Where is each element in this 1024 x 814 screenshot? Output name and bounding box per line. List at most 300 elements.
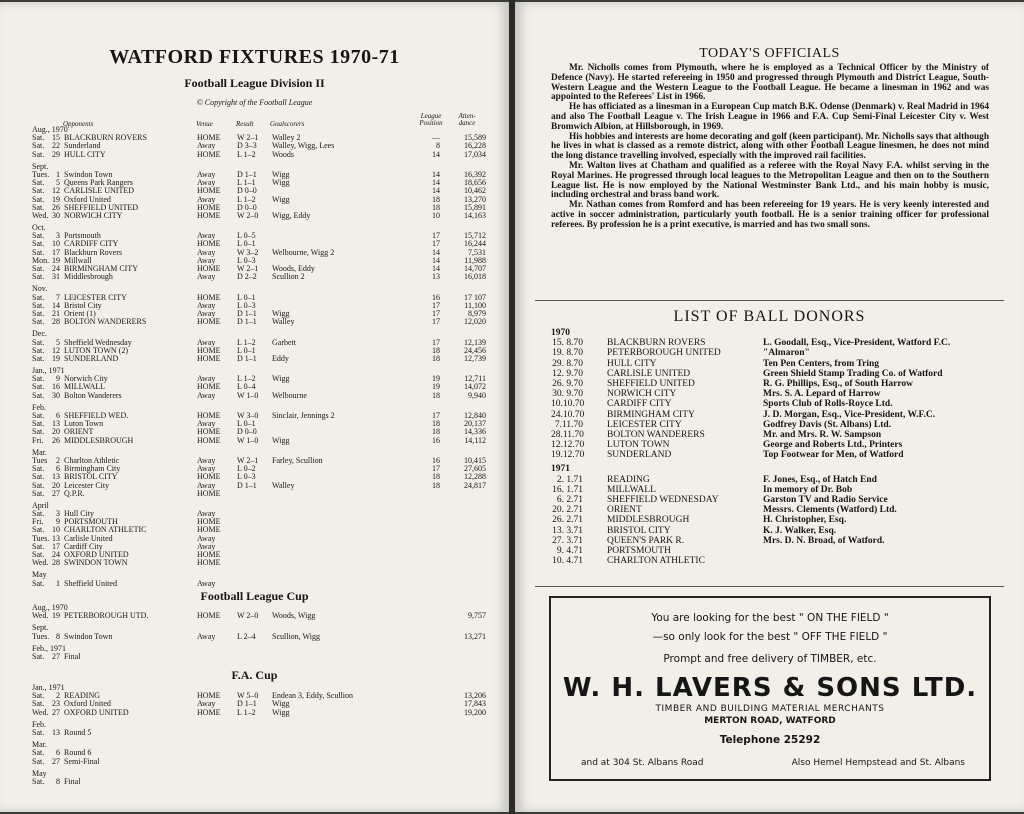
- fixture-goalscorers: Wigg, Eddy: [272, 210, 311, 220]
- fixture-opponent: CARDIFF CITY: [64, 239, 119, 249]
- fixture-opponent: SUNDERLAND: [64, 353, 119, 363]
- fixture-position: 13: [432, 272, 440, 282]
- fixture-date: 3: [56, 509, 60, 519]
- fixture-position: 18: [432, 427, 440, 437]
- donor-date: 26. 9.70: [552, 378, 583, 389]
- fixture-attendance: 11,988: [464, 255, 486, 265]
- fixture-day: Sat.: [32, 390, 45, 400]
- fixture-attendance: 14,112: [464, 435, 486, 445]
- donor-name: Mr. and Mrs. R. W. Sampson: [763, 429, 882, 440]
- fixture-venue: Away: [197, 374, 216, 384]
- fixture-row: [32, 778, 502, 786]
- fixture-date: 9: [56, 517, 60, 527]
- donor-row: [551, 484, 853, 495]
- fixture-position: 17: [432, 411, 440, 420]
- fixture-venue: HOME: [197, 427, 221, 437]
- donor-date: 29. 8.70: [552, 358, 583, 369]
- fixture-venue: Away: [197, 194, 216, 204]
- fixture-opponent: OXFORD UNITED: [64, 550, 129, 559]
- fixture-venue: Away: [197, 300, 216, 310]
- fixture-date: 6: [56, 411, 60, 420]
- fixture-attendance: 13,271: [464, 631, 486, 641]
- donor-match: NORWICH CITY: [607, 389, 677, 400]
- donor-match: QUEEN'S PARK R.: [607, 535, 685, 546]
- month-heading: [32, 502, 502, 510]
- fixture-goalscorers: Walley, Wigg, Lees: [272, 141, 335, 151]
- month-label: Feb.: [32, 719, 46, 729]
- fixture-result: W 2–1: [237, 133, 259, 143]
- fixture-opponent: Bolton Wanderers: [64, 390, 122, 400]
- fixture-day: Sat.: [32, 194, 45, 204]
- fixture-day: Sat.: [32, 337, 45, 347]
- fixture-position: 17: [432, 300, 440, 310]
- header-venue: Venue: [196, 120, 213, 128]
- fixture-day: Fri.: [32, 435, 44, 445]
- fixture-day: Sat.: [32, 488, 45, 498]
- fixture-row: [32, 392, 502, 400]
- fixture-day: Sat.: [32, 141, 45, 151]
- fixture-date: 10: [52, 239, 60, 249]
- fixture-attendance: 17 107: [464, 292, 486, 302]
- fixture-position: 14: [432, 169, 440, 179]
- fixture-result: L 0–3: [237, 472, 256, 482]
- fixture-goalscorers: Eddy: [272, 353, 289, 363]
- donor-name: Mrs. S. A. Lepard of Harrow: [763, 389, 881, 400]
- fixture-opponent: Birmingham City: [64, 464, 121, 474]
- ball-donors-title: LIST OF BALL DONORS: [673, 308, 866, 325]
- fixture-position: 17: [432, 239, 440, 249]
- fixture-date: 5: [56, 178, 60, 188]
- ad-branch-1: and at 304 St. Albans Road: [581, 758, 704, 768]
- fixture-goalscorers: Endean 3, Eddy, Scullion: [272, 691, 354, 701]
- fixture-attendance: 13,206: [464, 691, 486, 701]
- donor-row: [551, 515, 847, 526]
- ad-address: MERTON ROAD, WATFORD: [704, 716, 836, 726]
- fixture-venue: HOME: [197, 517, 221, 527]
- fixture-venue: HOME: [197, 435, 221, 445]
- officials-paragraph: Mr. Walton lives at Chatham and qualified as a referee with the Royal Navy F.A. whilst serving in the Royal Marines. He progressed through local leagues to the Metropolitan League and then on to the Southern League list. He is now employed by the National Westminster Bank Ltd., and his main hobby is music, including orchestral and brass band work.: [551, 160, 989, 201]
- fixture-attendance: 12,711: [464, 374, 486, 384]
- fixture-venue: HOME: [197, 292, 221, 302]
- fixture-opponent: ORIENT: [64, 427, 94, 437]
- fixture-result: L 1–1: [237, 178, 256, 188]
- fixture-day: Sat.: [32, 480, 45, 490]
- fixture-result: W 2–1: [237, 264, 259, 273]
- donor-name: George and Roberts Ltd., Printers: [763, 440, 903, 451]
- fixture-date: 26: [52, 202, 60, 212]
- fixture-result: L 1–2: [237, 707, 256, 717]
- officials-page: [515, 2, 1024, 812]
- fixture-result: W 2–0: [237, 611, 259, 621]
- fixture-day: Sat.: [32, 578, 45, 588]
- fixture-result: D 0–0: [237, 186, 257, 196]
- fixture-attendance: 12,139: [464, 337, 486, 347]
- fixture-result: L 0–3: [237, 300, 256, 310]
- fixtures-page: [0, 2, 509, 812]
- donor-row: [551, 368, 943, 379]
- donor-match: PETERBOROUGH UNITED: [607, 348, 721, 359]
- fixture-goalscorers: Farley, Scullion: [272, 455, 323, 465]
- fixture-day: Sat.: [32, 292, 45, 302]
- ad-line-3: Prompt and free delivery of TIMBER, etc.: [663, 653, 877, 665]
- fixture-venue: Away: [197, 509, 216, 519]
- month-label: May: [32, 768, 47, 778]
- fixture-row: [32, 559, 502, 567]
- league-cup-title: Football League Cup: [200, 589, 309, 603]
- fixture-date: 20: [52, 427, 60, 437]
- fixture-date: 27: [52, 488, 60, 498]
- fixture-opponent: Orient (1): [64, 308, 96, 318]
- fixture-row: [32, 212, 502, 220]
- fixture-attendance: 14,163: [464, 210, 486, 220]
- fixture-date: 10: [52, 525, 60, 535]
- fixture-result: W 2–0: [237, 210, 259, 220]
- header-opponents: Opponents: [63, 120, 94, 128]
- fixture-attendance: 11,100: [464, 300, 486, 310]
- donor-date: 10.10.70: [551, 399, 585, 410]
- fixture-opponent: SWINDON TOWN: [64, 558, 128, 568]
- fixture-date: 28: [52, 558, 60, 568]
- month-label: Mar.: [32, 447, 47, 457]
- donor-date: 13. 3.71: [552, 525, 583, 536]
- donor-date: 10. 4.71: [552, 556, 583, 567]
- month-label: Dec.: [32, 329, 47, 339]
- fixture-opponent: Q.P.R.: [64, 488, 85, 498]
- fixture-date: 7: [56, 292, 60, 302]
- fixture-attendance: 7,531: [468, 247, 486, 257]
- fixture-date: 17: [52, 541, 60, 551]
- donor-match: SUNDERLAND: [607, 450, 672, 461]
- fixture-date: 23: [52, 699, 60, 709]
- fixture-venue: Away: [197, 699, 216, 709]
- fixture-day: Sat.: [32, 464, 45, 474]
- fixture-opponent: LUTON TOWN (2): [64, 345, 128, 355]
- fixture-result: W 3–0: [237, 411, 259, 420]
- donor-name: F. Jones, Esq., of Hatch End: [763, 474, 877, 485]
- fixture-row: [32, 729, 502, 737]
- fixture-opponent: PORTSMOUTH: [64, 517, 118, 527]
- fixture-row: [32, 355, 502, 363]
- fixture-opponent: Bristol City: [64, 300, 102, 310]
- donor-match: HULL CITY: [607, 358, 657, 369]
- fixture-opponent: Final: [64, 651, 81, 661]
- fixture-venue: HOME: [197, 133, 221, 143]
- header-goalscorers: Goalscorers: [270, 120, 305, 128]
- donor-row: [551, 389, 881, 400]
- donor-match: CARLISLE UNITED: [607, 368, 691, 379]
- donor-row: [551, 525, 837, 536]
- fixture-day: Sat.: [32, 525, 45, 535]
- fixture-row: [32, 134, 502, 142]
- fixture-day: Sat.: [32, 776, 45, 786]
- fixture-opponent: NORWICH CITY: [64, 210, 123, 220]
- donor-row: [551, 495, 888, 505]
- fixture-venue: Away: [197, 455, 216, 465]
- fixture-date: 6: [56, 464, 60, 474]
- fixture-venue: Away: [197, 533, 216, 543]
- fixture-opponent: Queens Park Rangers: [64, 178, 133, 188]
- fixture-position: 17: [432, 464, 440, 474]
- fixture-opponent: CARLISLE UNITED: [64, 186, 134, 196]
- fixture-position: 18: [432, 194, 440, 204]
- copyright-note: © Copyright of the Football League: [196, 98, 313, 107]
- fixture-goalscorers: Garbett: [272, 337, 296, 347]
- fixture-opponent: Swindon Town: [64, 169, 113, 179]
- officials-paragraph: His hobbies and interests are home decorating and golf (keen participant). Mr. Nicholls says that although he lives in what is classed as a remote district, along with other Football League linesmen, he does not mind the long distance travelling involved, especially with the improved rail facilities.: [551, 131, 989, 162]
- fixture-position: 14: [432, 264, 440, 273]
- officials-paragraph: Mr. Nathan comes from Romford and has been refereeing for 19 years. He is very keenly interested and active in soccer administration, particularly youth football. He is a senior training officer for professional referees. By profession he is a print executive, is married and has two small sons.: [551, 200, 989, 230]
- fixture-date: 28: [52, 317, 60, 327]
- donor-date: 27. 3.71: [552, 535, 583, 546]
- fixture-opponent: Charlton Athletic: [64, 455, 120, 465]
- fixture-venue: HOME: [197, 317, 221, 327]
- fixture-date: 29: [52, 149, 60, 159]
- fixture-day: Sat.: [32, 427, 45, 437]
- fixture-attendance: 15,589: [464, 133, 486, 143]
- fixture-day: Sat.: [32, 472, 45, 482]
- fixture-venue: Away: [197, 169, 216, 179]
- fixture-attendance: 27,605: [464, 464, 486, 474]
- fixture-date: 20: [52, 480, 60, 490]
- fixture-row: [32, 490, 502, 498]
- fixture-position: 19: [432, 382, 440, 392]
- donor-match: SHEFFIELD UNITED: [607, 378, 695, 389]
- ad-line-1: You are looking for the best " ON THE FIELD ": [651, 612, 889, 624]
- fixture-day: Sat.: [32, 239, 45, 249]
- fixture-attendance: 14,707: [464, 264, 486, 273]
- fixture-result: L 1–2: [237, 337, 256, 347]
- fixture-venue: Away: [197, 631, 216, 641]
- fixture-date: 6: [56, 748, 60, 758]
- fixture-day: Sat.: [32, 186, 45, 196]
- donor-row: [551, 348, 810, 359]
- fixture-day: Sat.: [32, 691, 45, 701]
- fixtures-title: WATFORD FIXTURES 1970-71: [109, 46, 400, 68]
- month-label: Feb.: [32, 402, 46, 412]
- fixture-day: Wed.: [32, 707, 49, 717]
- fixture-venue: HOME: [197, 186, 221, 196]
- fixture-result: D 2–2: [237, 272, 257, 282]
- fixture-opponent: Cardiff City: [64, 541, 103, 551]
- donor-match: MILLWALL: [607, 484, 656, 495]
- fixture-venue: HOME: [197, 488, 221, 498]
- donor-date: 26. 2.71: [552, 515, 583, 526]
- donor-match: CARDIFF CITY: [607, 399, 672, 410]
- fixture-venue: Away: [197, 272, 216, 282]
- fixture-day: Sat.: [32, 202, 45, 212]
- month-heading: [32, 684, 502, 692]
- donor-name: L. Goodall, Esq., Vice-President, Watford F.C.: [763, 338, 951, 349]
- fixture-attendance: 10,462: [464, 186, 486, 196]
- donor-date: 2. 1.71: [556, 474, 583, 485]
- fixture-venue: Away: [197, 390, 216, 400]
- league-fixtures-table: [32, 126, 502, 588]
- fixture-date: 2: [56, 455, 60, 465]
- donor-match: CHARLTON ATHLETIC: [607, 556, 705, 567]
- donor-name: J. D. Morgan, Esq., Vice-President, W.F.C.: [763, 409, 936, 420]
- fixture-result: L 0–3: [237, 255, 256, 265]
- donor-name: Green Shield Stamp Trading Co. of Watford: [763, 368, 943, 379]
- donor-row: [551, 440, 903, 451]
- donor-date: 30. 9.70: [552, 389, 583, 400]
- lavers-advert: [549, 596, 991, 781]
- donor-date: 12.12.70: [551, 440, 585, 451]
- league-cup-table: [32, 604, 502, 661]
- officials-title: TODAY'S OFFICIALS: [699, 46, 840, 61]
- fixture-day: Sat.: [32, 419, 45, 429]
- donor-name: Godfrey Davis (St. Albans) Ltd.: [763, 419, 892, 430]
- fixture-day: Tues.: [32, 169, 50, 179]
- donor-row: [551, 419, 892, 430]
- fixture-row: [32, 151, 502, 159]
- fixture-goalscorers: Walley: [272, 317, 295, 327]
- fixture-venue: HOME: [197, 691, 221, 701]
- fixture-date: 19: [52, 611, 60, 621]
- fixture-venue: HOME: [197, 525, 221, 535]
- fixture-day: Sat.: [32, 382, 45, 392]
- fixture-result: L 0–1: [237, 292, 256, 302]
- fixture-opponent: BLACKBURN ROVERS: [64, 133, 147, 143]
- donor-row: [551, 338, 951, 349]
- fixture-day: Sat.: [32, 374, 45, 384]
- donor-row: [551, 505, 897, 516]
- fixture-attendance: 17,034: [464, 149, 486, 159]
- fixture-opponent: READING: [64, 691, 100, 701]
- fixture-opponent: HULL CITY: [64, 149, 106, 159]
- fixture-date: 12: [52, 345, 60, 355]
- fixture-goalscorers: Walley 2: [272, 133, 301, 143]
- fixture-venue: HOME: [197, 202, 221, 212]
- fixture-position: 18: [432, 345, 440, 355]
- fixture-row: [32, 612, 502, 620]
- fixture-attendance: 16,392: [464, 169, 486, 179]
- fixture-position: 14: [432, 178, 440, 188]
- fixture-day: Sat.: [32, 727, 45, 737]
- fixture-date: 24: [52, 264, 60, 273]
- fixture-date: 2: [56, 691, 60, 701]
- fixture-day: Sat.: [32, 651, 45, 661]
- fixture-day: Sat.: [32, 247, 45, 257]
- fixture-position: 14: [432, 149, 440, 159]
- fixture-attendance: 16,228: [464, 141, 486, 151]
- fixture-day: Sat.: [32, 756, 45, 766]
- fixture-date: 21: [52, 308, 60, 318]
- header-position: League Position: [419, 112, 443, 127]
- fixture-goalscorers: Woods, Wigg: [272, 611, 316, 621]
- fixture-date: 1: [56, 578, 60, 588]
- fixture-venue: Away: [197, 419, 216, 429]
- donor-year: 1970: [551, 328, 570, 338]
- month-heading: [32, 645, 502, 653]
- fixture-goalscorers: Wigg: [272, 707, 290, 717]
- donor-match: BIRMINGHAM CITY: [607, 409, 695, 420]
- fixture-day: Sat.: [32, 699, 45, 709]
- fixture-opponent: MILLWALL: [64, 382, 106, 392]
- fixture-result: L 0–4: [237, 382, 256, 392]
- donor-match: BLACKBURN ROVERS: [607, 338, 706, 349]
- fixture-position: 14: [432, 255, 440, 265]
- fixture-position: 18: [432, 353, 440, 363]
- division-subtitle: Football League Division II: [184, 76, 325, 90]
- fixture-venue: HOME: [197, 239, 221, 249]
- fixture-position: —: [432, 133, 440, 143]
- fixture-position: 14: [432, 186, 440, 196]
- fixture-date: 13: [52, 472, 60, 482]
- donor-date: 20. 2.71: [552, 505, 583, 516]
- donor-row: [551, 474, 877, 485]
- fixture-day: Sat.: [32, 272, 45, 282]
- fixture-opponent: Final: [64, 776, 81, 786]
- header-result: Result: [236, 120, 254, 128]
- fixture-row: [32, 482, 502, 490]
- fixture-attendance: 19,200: [464, 707, 486, 717]
- fixture-date: 16: [52, 382, 60, 392]
- fixture-opponent: Carlisle United: [64, 533, 113, 543]
- fixture-row: [32, 749, 502, 757]
- fixture-venue: Away: [197, 141, 216, 151]
- donor-match: READING: [607, 474, 650, 485]
- fixture-result: D 1–1: [237, 699, 257, 709]
- donor-match: SHEFFIELD WEDNESDAY: [607, 495, 719, 505]
- fixture-row: [32, 580, 502, 588]
- donor-name: Top Footwear for Men, of Watford: [763, 450, 904, 461]
- fixture-venue: HOME: [197, 264, 221, 273]
- divider-rule: [535, 300, 1004, 301]
- fixture-date: 19: [52, 194, 60, 204]
- fixture-goalscorers: Woods: [272, 149, 295, 159]
- month-heading: [32, 721, 502, 729]
- month-label: Oct.: [32, 223, 46, 233]
- fixture-venue: Away: [197, 308, 216, 318]
- fixture-attendance: 9,940: [468, 390, 486, 400]
- fixture-attendance: 9,757: [468, 611, 486, 621]
- fixture-goalscorers: Wigg: [272, 308, 290, 318]
- fixture-day: Sat.: [32, 411, 45, 420]
- fixture-date: 12: [52, 186, 60, 196]
- donor-date: 9. 4.71: [556, 545, 583, 556]
- fixture-row: [32, 633, 502, 641]
- fixture-result: L 0–1: [237, 239, 256, 249]
- fixture-opponent: SHEFFIELD WED.: [64, 411, 129, 420]
- fixture-day: Wed.: [32, 611, 49, 621]
- fixture-venue: Away: [197, 337, 216, 347]
- fixture-attendance: 14,336: [464, 427, 486, 437]
- fixture-result: D 1–1: [237, 317, 257, 327]
- fixture-day: Sat.: [32, 345, 45, 355]
- donor-date: 15. 8.70: [552, 338, 583, 349]
- donor-date: 6. 2.71: [556, 495, 583, 505]
- ad-branch-2: Also Hemel Hempstead and St. Albans: [791, 758, 965, 768]
- fixture-goalscorers: Welbourne: [272, 390, 307, 400]
- donor-name: Sports Club of Rolls-Royce Ltd.: [763, 399, 893, 410]
- fixture-date: 8: [56, 631, 60, 641]
- fixture-day: Sat.: [32, 264, 45, 273]
- fixture-opponent: OXFORD UNITED: [64, 707, 129, 717]
- fixture-date: 26: [52, 435, 60, 445]
- fixture-result: L 1–2: [237, 374, 256, 384]
- fixture-attendance: 24,817: [464, 480, 486, 490]
- donor-name: "Almaron": [763, 348, 810, 359]
- fixture-date: 13: [52, 727, 60, 737]
- fixture-opponent: Semi-Final: [64, 756, 100, 766]
- donor-date: 24.10.70: [551, 409, 585, 420]
- fixture-attendance: 16,244: [464, 239, 486, 249]
- fixture-venue: HOME: [197, 382, 221, 392]
- fixture-day: Wed.: [32, 558, 49, 568]
- fixture-day: Sat.: [32, 317, 45, 327]
- donor-match: BOLTON WANDERERS: [607, 429, 705, 440]
- ad-tagline: TIMBER AND BUILDING MATERIAL MERCHANTS: [655, 704, 885, 714]
